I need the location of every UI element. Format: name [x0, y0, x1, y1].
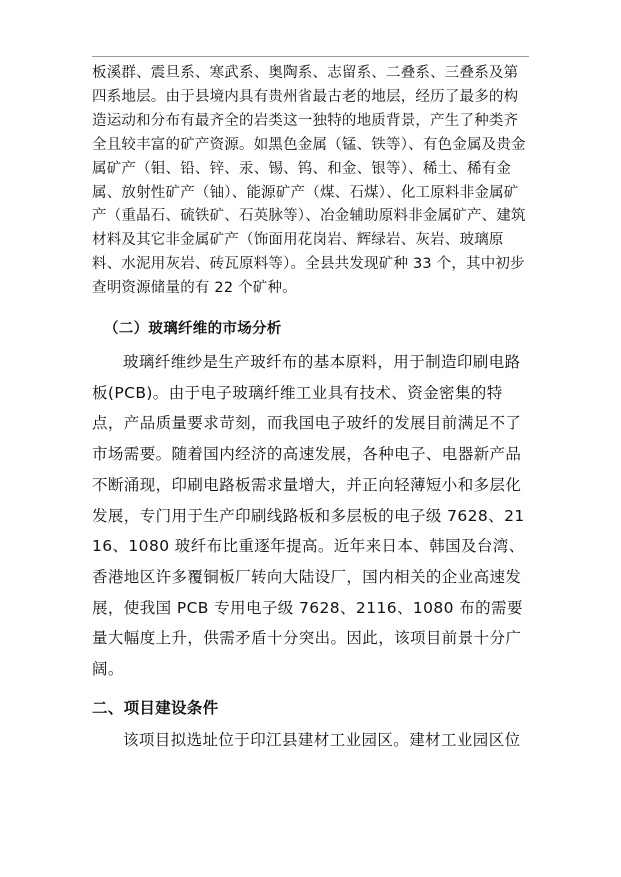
- mineral-resources-paragraph: 板溪群、震旦系、寒武系、奥陶系、志留系、二叠系、三叠系及第四系地层。由于县境内具有贵州省最古老的地层，经历了最多的构造运动和分布有最齐全的岩类这一独特的地质背景，产生了种类齐全且较丰富的矿产资源。如黑色金属（锰、铁等）、有色金属及贵金属矿产（钼、铅、锌、汞、锡、钨、和金、银等）、稀土、稀有金属、放射性矿产（铀）、能源矿产（煤、石煤）、化工原料非金属矿产（重晶石、硫铁矿、石英脉等）、冶金辅助原料非金属矿产、建筑材料及其它非金属矿产（饰面用花岗岩、辉绿岩、灰岩、玻璃原料、水泥用灰岩、砖瓦原料等）。全县共发现矿种 33 个，其中初步查明资源储量的有 22 个矿种。: [92, 65, 526, 297]
- site-selection-paragraph: 该项目拟选址位于印江县建材工业园区。建材工业园区位: [123, 730, 521, 749]
- market-analysis-paragraph: 玻璃纤维纱是生产玻纤布的基本原料，用于制造印刷电路板(PCB)。由于电子玻璃纤维工业具有技术、资金密集的特点，产品质量要求苛刻，而我国电子玻纤的发展目前满足不了市场需要。随着国内经济的高速发展，各种电子、电器新产品不断涌现，印刷电路板需求量增大，并正向轻薄短小和多层化发展，专门用于生产印刷线路板和多层板的电子级 7628、2116、1080 玻纤布比重逐年提高。近年来日本、韩国及台湾、香港地区许多覆铜板厂转向大陆设厂，国内相关的企业高速发展，使我国 PCB 专用电子级 7628、2116、1080 布的需要量大幅度上升，供需矛盾十分突出。因此，该项目前景十分广阔。: [92, 353, 525, 679]
- page-header-rule: [92, 56, 529, 57]
- market-analysis-heading: （二）玻璃纤维的市场分析: [104, 321, 282, 338]
- construction-conditions-heading: 二、项目建设条件: [92, 698, 219, 717]
- document-body: [92, 62, 529, 756]
